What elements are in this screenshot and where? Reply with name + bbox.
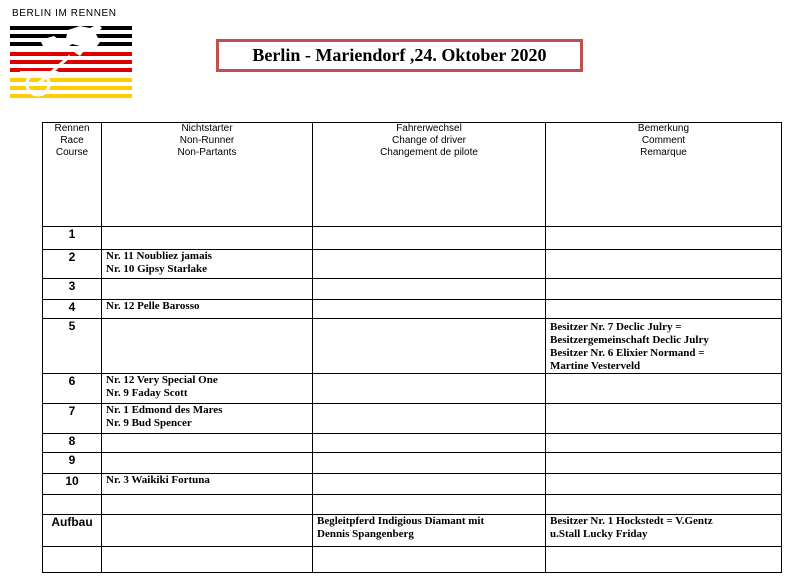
driver-cell [313,300,546,319]
remark-line: Besitzer Nr. 1 Hockstedt = V.Gentz [550,515,713,527]
header-non-runner-de: Nichtstarter [181,123,233,134]
nonrunner-cell [102,495,313,515]
logo-text: BERLIN IM RENNEN [12,8,117,19]
race-number-cell: 6 [43,374,102,404]
driver-cell [313,319,546,374]
driver-cell [313,404,546,434]
driver-cell [313,279,546,300]
driver-cell [313,227,546,250]
nonrunner-cell [102,453,313,474]
nonrunner-line: Nr. 11 Noubliez jamais [106,250,212,262]
nonrunner-cell [102,547,313,573]
nonrunner-cell [102,227,313,250]
race-number-cell: 10 [43,474,102,495]
remark-line: Besitzergemeinschaft Declic Julry [550,334,709,346]
driver-cell [313,250,546,279]
header-remark-en: Comment [641,135,686,146]
berlin-im-rennen-logo [10,8,132,100]
remark-cell [546,279,782,300]
header-non-runner-fr: Non-Partants [177,147,237,158]
table-row [43,250,782,279]
header-driver-change-en: Change of driver [392,135,466,146]
table-row [43,515,782,547]
nonrunner-line: Nr. 9 Bud Spencer [106,417,192,429]
nonrunner-cell [102,515,313,547]
driver-cell [313,453,546,474]
remark-cell [546,300,782,319]
header-race-fr: Course [55,147,89,158]
remark-line: Besitzer Nr. 6 Elixier Normand = [550,347,705,359]
header-remark [546,123,782,227]
race-number-cell: 3 [43,279,102,300]
table-row [43,453,782,474]
remark-cell [546,374,782,404]
nonrunner-cell [102,404,313,434]
remark-cell [546,434,782,453]
nonrunner-line: Nr. 12 Pelle Barosso [106,300,200,312]
remark-cell [546,515,782,547]
trotter-horse-icon [10,22,132,100]
header-race [43,123,102,227]
nonrunner-line: Nr. 3 Waikiki Fortuna [106,474,210,486]
race-number-cell: 7 [43,404,102,434]
remark-cell [546,227,782,250]
driver-line: Begleitpferd Indigious Diamant mit [317,515,485,527]
table-row [43,300,782,319]
nonrunner-line: Nr. 9 Faday Scott [106,387,188,399]
header-driver-change-fr: Changement de pilote [380,147,478,158]
remark-cell [546,319,782,374]
nonrunner-cell [102,279,313,300]
table-row [43,474,782,495]
nonrunner-cell [102,374,313,404]
header-remark-de: Bemerkung [637,123,690,134]
header-race-en: Race [60,135,84,146]
race-number-cell: Aufbau [43,515,102,547]
driver-cell [313,515,546,547]
nonrunner-line: Nr. 12 Very Special One [106,374,218,386]
header-driver-change-de: Fahrerwechsel [396,123,462,134]
driver-cell [313,495,546,515]
table-row [43,319,782,374]
remark-cell [546,250,782,279]
race-number-cell [43,495,102,515]
remark-line: Martine Vesterveld [550,360,641,372]
table-row [43,227,782,250]
nonrunner-cell [102,319,313,374]
header-remark-fr: Remarque [640,147,687,158]
header-non-runner [102,123,313,227]
race-number-cell [43,547,102,573]
page-title: Berlin - Mariendorf ,24. Oktober 2020 [216,39,583,72]
table-row [43,404,782,434]
race-number-cell: 9 [43,453,102,474]
remark-line: u.Stall Lucky Friday [550,528,648,540]
race-number-cell: 4 [43,300,102,319]
nonrunner-cell [102,474,313,495]
driver-line: Dennis Spangenberg [317,528,414,540]
driver-cell [313,434,546,453]
header-driver-change [313,123,546,227]
table-body [43,227,782,573]
nonrunner-line: Nr. 1 Edmond des Mares [106,404,223,416]
remark-line: Besitzer Nr. 7 Declic Julry = [550,321,682,333]
table-row [43,495,782,515]
table-row [43,374,782,404]
race-number-cell: 5 [43,319,102,374]
nonrunner-cell [102,250,313,279]
driver-cell [313,474,546,495]
header-race-de: Rennen [54,123,90,134]
race-number-cell: 8 [43,434,102,453]
remark-cell [546,453,782,474]
non-runner-table [42,122,782,573]
race-number-cell: 2 [43,250,102,279]
remark-cell [546,495,782,515]
table-header-row [43,123,782,227]
driver-cell [313,374,546,404]
table-row [43,434,782,453]
remark-cell [546,404,782,434]
race-number-cell: 1 [43,227,102,250]
remark-cell [546,547,782,573]
nonrunner-line: Nr. 10 Gipsy Starlake [106,263,208,275]
nonrunner-cell [102,300,313,319]
table-row [43,547,782,573]
driver-cell [313,547,546,573]
table-row [43,279,782,300]
remark-cell [546,474,782,495]
nonrunner-cell [102,434,313,453]
header-non-runner-en: Non-Runner [179,135,235,146]
